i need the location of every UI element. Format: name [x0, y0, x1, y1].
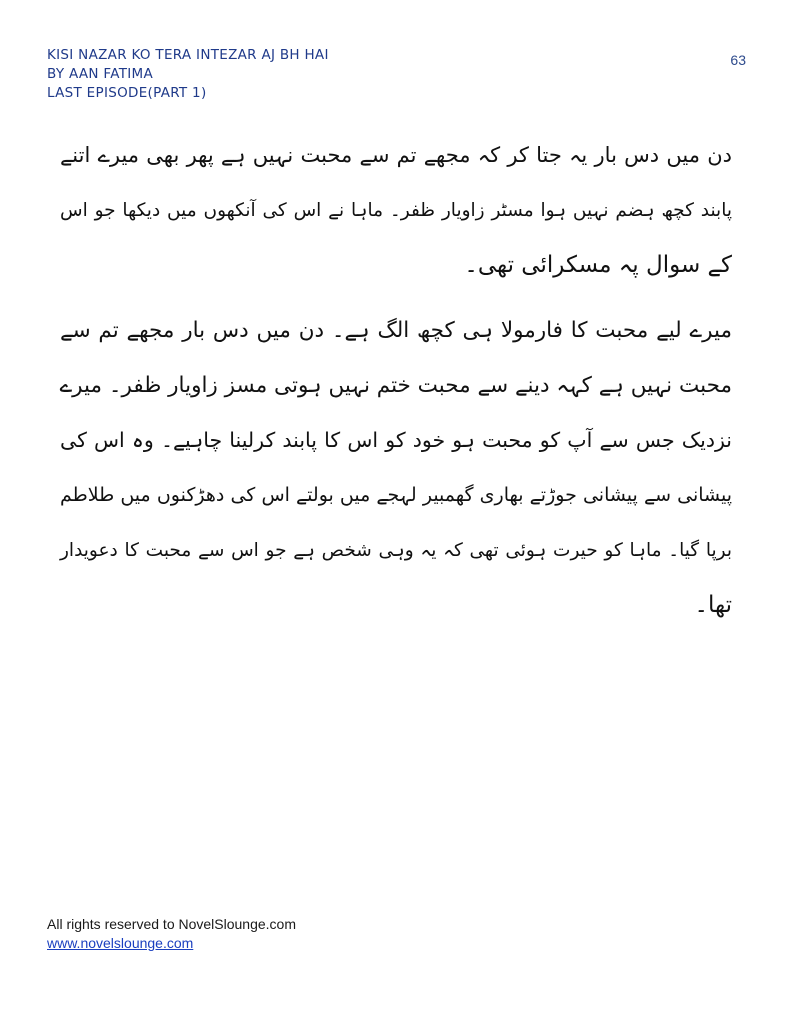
paragraph-line: برپا گیا۔ ماہا کو حیرت ہوئی تھی کہ یہ وہی شخص ہے جو اس سے محبت کا دعویدار	[60, 540, 732, 561]
novel-title: KISI NAZAR KO TERA INTEZAR AJ BH HAI	[47, 47, 329, 63]
paragraph-line: دن میں دس بار یہ جتا کر کہ مجھے تم سے محبت نہیں ہے پھر بھی میرے اتنے	[60, 143, 732, 167]
paragraph-2	[60, 303, 732, 633]
paragraph-line: تھا۔	[694, 592, 732, 618]
paragraph-line: میرے لیے محبت کا فارمولا ہی کچھ الگ ہے۔ دن میں دس بار مجھے تم سے	[60, 318, 732, 343]
document-footer	[47, 915, 296, 953]
paragraph-line: پیشانی سے پیشانی جوڑتے بھاری گھمبیر لہجے میں بولتے اس کی دھڑکنوں میں طلاطم	[60, 484, 732, 506]
paragraph-line: پابند کچھ ہضم نہیں ہوا مسٹر زاویار ظفر۔ ماہا نے اس کی آنکھوں میں دیکھا جو اس	[60, 200, 732, 221]
paragraph-line: نزدیک جس سے آپ کو محبت ہو خود کو اس کا پابند کرلینا چاہیے۔ وہ اس کی	[60, 428, 732, 452]
page-number: 63	[730, 52, 746, 68]
paragraph-line: محبت نہیں ہے کہہ دینے سے محبت ختم نہیں ہوتی مسز زاویار ظفر۔ میرے	[59, 373, 732, 398]
author-name: BY AAN FATIMA	[47, 66, 154, 82]
website-link[interactable]: www.novelslounge.com	[47, 935, 194, 951]
document-header	[47, 46, 329, 103]
episode-label: LAST EPISODE(PART 1)	[47, 85, 207, 101]
rights-notice: All rights reserved to NovelSlounge.com	[47, 916, 297, 932]
paragraph-line: کے سوال پہ مسکرائی تھی۔	[464, 252, 732, 278]
story-body	[60, 128, 732, 633]
paragraph-1	[60, 128, 732, 293]
